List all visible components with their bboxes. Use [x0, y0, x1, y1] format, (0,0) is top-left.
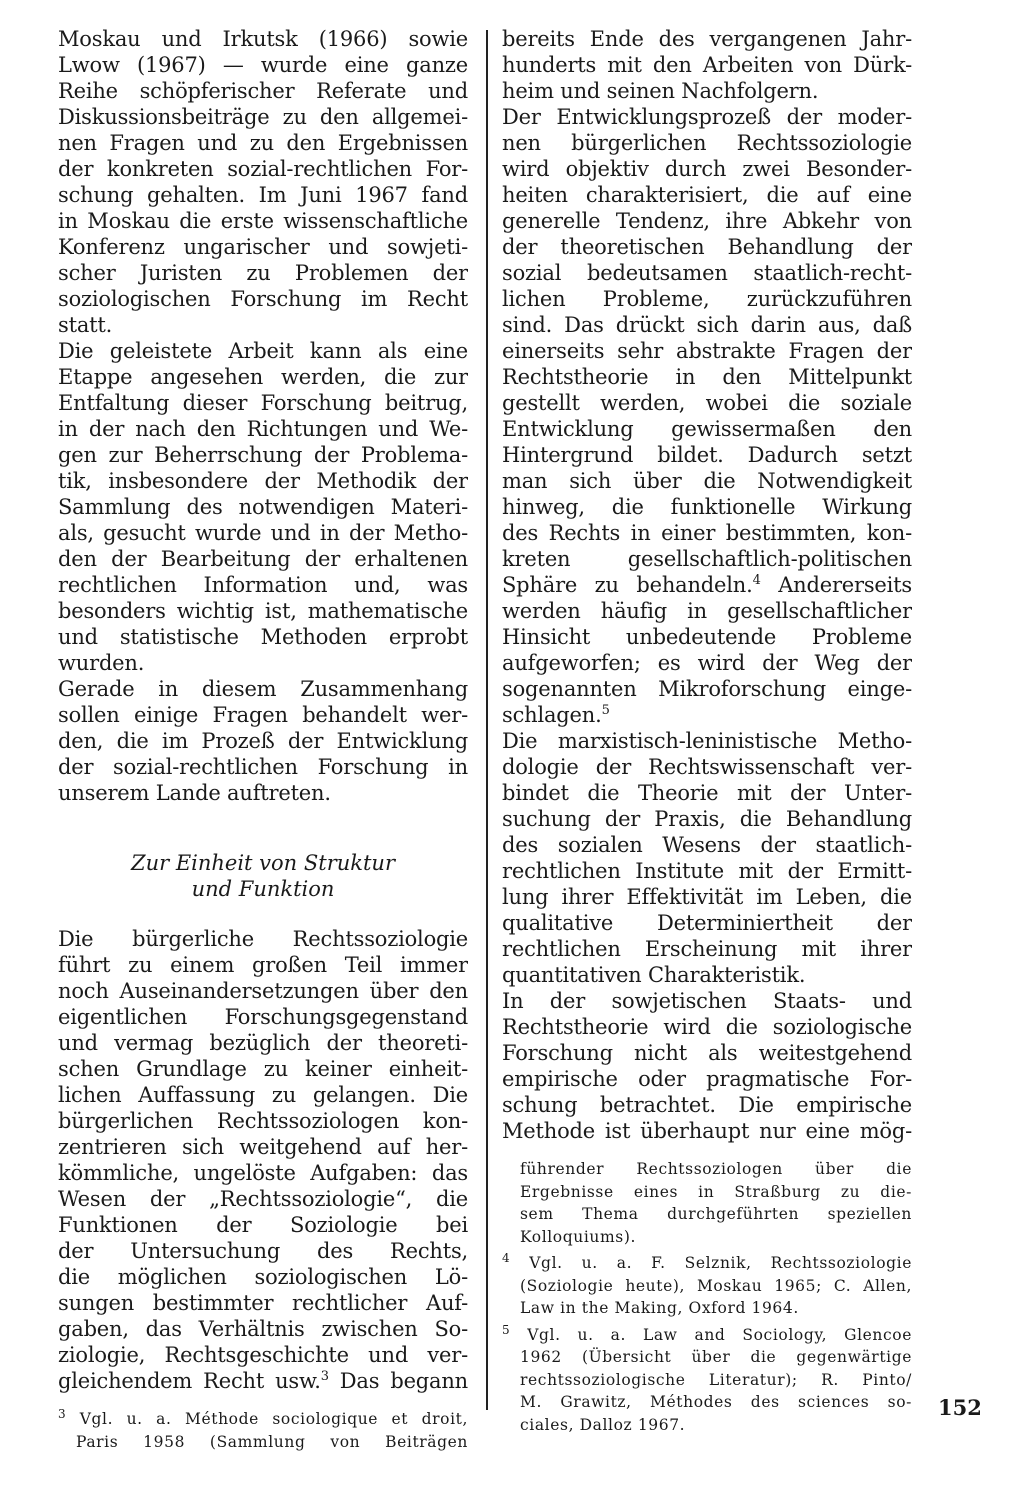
text-line: heiten charakterisiert, die auf eine [502, 183, 912, 207]
text-line: quantitativen Charakteristik. [502, 963, 806, 987]
text-fragment: Andererseits [760, 573, 912, 597]
text-line: in Moskau die erste wissenschaftliche [58, 209, 468, 233]
text-line: und vermag bezüglich der theoreti- [58, 1031, 468, 1055]
footnote-line [502, 1252, 912, 1275]
text-line: Die marxistisch-leninistische Metho- [502, 729, 912, 753]
text-line: scher Juristen zu Problemen der [58, 261, 468, 285]
footnote-ref-5[interactable]: 5 [601, 703, 610, 718]
text-line: Wesen der „Rechtssoziologie“, die [58, 1187, 468, 1211]
text-fragment: Vgl. u. a. Law and Sociology, Glencoe [510, 1325, 912, 1344]
text-line: ziologie, Rechtsgeschichte und ver- [58, 1343, 468, 1367]
footnote-4 [502, 1252, 912, 1320]
text-line: In der sowjetischen Staats- und [502, 989, 912, 1013]
text-line: hunderts mit den Arbeiten von Dürk- [502, 53, 912, 77]
text-line: die möglichen soziologischen Lö- [58, 1265, 468, 1289]
text-fragment: Vgl. u. a. Méthode sociologique et droit, [66, 1410, 468, 1428]
section-heading [58, 850, 468, 902]
text-line: führt zu einem großen Teil immer [58, 953, 468, 977]
text-line: unserem Lande auftreten. [58, 781, 331, 805]
text-line: dologie der Rechtswissenschaft ver- [502, 755, 912, 779]
page-number: 152 [938, 1395, 982, 1420]
text-line: Rechtstheorie in den Mittelpunkt [502, 365, 912, 389]
text-line: schung gehalten. Im Juni 1967 fand [58, 183, 468, 207]
footnote-line: Law in the Making, Oxford 1964. [520, 1299, 799, 1317]
text-line: schung betrachtet. Die empirische [502, 1093, 912, 1117]
text-line: der sozial-rechtlichen Forschung in [58, 755, 468, 779]
text-line: besonders wichtig ist, mathematische [58, 599, 468, 623]
text-line: soziologischen Forschung im Recht [58, 287, 468, 311]
footnote-line: ciales, Dalloz 1967. [520, 1415, 686, 1434]
footnote-3 [58, 1408, 468, 1453]
footnote-line: Kolloquiums). [520, 1227, 637, 1246]
text-line: gaben, das Verhältnis zwischen So- [58, 1317, 468, 1341]
text-line: kreten gesellschaftlich-politischen [502, 547, 912, 571]
text-line: heim und seinen Nachfolgern. [502, 79, 819, 103]
text-line: eigentlichen Forschungsgegenstand [58, 1005, 468, 1029]
text-line: Der Entwicklungsprozeß der moder- [502, 105, 912, 129]
footnote-ref-3[interactable]: 3 [320, 1369, 329, 1384]
text-line: tik, insbesondere der Methodik der [58, 469, 468, 493]
footnote-line: (Soziologie heute), Moskau 1965; C. Allen, [520, 1276, 912, 1295]
text-line: qualitative Determiniertheit der [502, 911, 912, 935]
heading-line: und Funktion [191, 877, 335, 901]
footnote-line: führender Rechtssoziologen über die [520, 1160, 912, 1178]
text-line: zentrieren sich weitgehend auf her- [58, 1135, 468, 1159]
text-line: kömmliche, ungelöste Aufgaben: das [58, 1161, 468, 1185]
text-line: empirische oder pragmatische For- [502, 1067, 912, 1091]
footnote-line: rechtssoziologische Literatur); R. Pinto/ [520, 1370, 912, 1389]
text-line: der konkreten sozial-rechtlichen For- [58, 157, 468, 181]
text-line: bürgerlichen Rechtssoziologen kon- [58, 1109, 468, 1133]
text-fragment: Sphäre zu behandeln. [502, 573, 753, 597]
text-line: werden häufig in gesellschaftlicher [502, 599, 912, 623]
footnote-number: 3 [58, 1408, 67, 1421]
text-line: sozial bedeutsamen staatlich-recht- [502, 261, 912, 285]
text-fragment: Vgl. u. a. F. Selznik, Rechtssoziologie [510, 1254, 912, 1272]
paragraph [502, 728, 912, 988]
text-line: Methode ist überhaupt nur eine mög- [502, 1119, 912, 1143]
text-line [502, 702, 912, 728]
paragraph [58, 338, 468, 676]
text-line: der Untersuchung des Rechts, [58, 1239, 468, 1263]
footnote-number: 5 [502, 1323, 511, 1337]
text-line: Etappe angesehen werden, die zur [58, 365, 468, 389]
text-line: lung ihrer Effektivität im Leben, die [502, 885, 912, 909]
text-line: sind. Das drückt sich darin aus, daß [502, 313, 912, 337]
text-line: sollen einige Fragen behandelt wer- [58, 703, 468, 727]
text-line: lichen Auffassung zu gelangen. Die [58, 1083, 468, 1107]
text-line: statt. [58, 313, 113, 337]
text-line: lichen Probleme, zurückzuführen [502, 287, 912, 311]
text-line: wurden. [58, 651, 145, 675]
text-line: Die bürgerliche Rechtssoziologie [58, 927, 468, 951]
footnote-line: 1962 (Übersicht über die gegenwärtige [520, 1348, 912, 1366]
text-line: hinweg, die funktionelle Wirkung [502, 495, 912, 519]
heading-line: Zur Einheit von Struktur [130, 851, 395, 875]
text-line: gen zur Beherrschung der Problema- [58, 443, 468, 467]
text-line: und statistische Methoden erprobt [58, 625, 468, 649]
text-line: einerseits sehr abstrakte Fragen der [502, 339, 912, 363]
paragraph [502, 104, 912, 728]
text-line: Reihe schöpferischer Referate und [58, 79, 468, 103]
text-line: Diskussionsbeiträge zu den allgemei- [58, 105, 468, 129]
text-line: den, die im Prozeß der Entwicklung [58, 729, 468, 753]
text-line: schen Grundlage zu keiner einheit- [58, 1057, 468, 1081]
column-divider [486, 30, 488, 1410]
text-line: Entfaltung dieser Forschung beitrug, [58, 391, 468, 415]
footnote-line: Paris 1958 (Sammlung von Beiträgen [76, 1432, 468, 1451]
text-line: Die geleistete Arbeit kann als eine [58, 339, 468, 363]
text-line: suchung der Praxis, die Behandlung [502, 807, 912, 831]
text-line: des sozialen Wesens der staatlich- [502, 833, 912, 857]
footnote-ref-4[interactable]: 4 [752, 573, 761, 588]
text-line: bindet die Theorie mit der Unter- [502, 781, 912, 805]
footnote-3-continued [502, 1158, 912, 1248]
text-line [58, 1368, 468, 1394]
text-line [502, 572, 912, 598]
footnote-5 [502, 1324, 912, 1437]
text-line: Entwicklung gewissermaßen den [502, 417, 912, 441]
text-line: Lwow (1967) — wurde eine ganze [58, 53, 468, 77]
text-line: des Rechts in einer bestimmten, kon- [502, 521, 912, 545]
text-fragment: schlagen. [502, 703, 602, 727]
footnote-number: 4 [502, 1252, 511, 1265]
text-fragment: Das begann [328, 1369, 468, 1393]
text-line: sogenannten Mikroforschung einge- [502, 677, 912, 701]
text-line: nen bürgerlichen Rechtssoziologie [502, 131, 912, 155]
text-line: der theoretischen Behandlung der [502, 235, 912, 259]
left-column [58, 26, 468, 1453]
text-line: Hinsicht unbedeutende Probleme [502, 625, 912, 649]
text-line: Sammlung des notwendigen Materi- [58, 495, 468, 519]
footnote-line [502, 1324, 912, 1347]
paragraph [58, 676, 468, 806]
text-line: man sich über die Notwendigkeit [502, 469, 912, 493]
text-line: rechtlichen Institute mit der Ermitt- [502, 859, 912, 883]
text-line: als, gesucht wurde und in der Metho- [58, 521, 468, 545]
text-line: nen Fragen und zu den Ergebnissen [58, 131, 468, 155]
text-line: Moskau und Irkutsk (1966) sowie [58, 27, 468, 51]
text-line: aufgeworfen; es wird der Weg der [502, 651, 912, 675]
footnote-line: sem Thema durchgeführten speziellen [520, 1205, 912, 1223]
text-line: gestellt werden, wobei die soziale [502, 391, 912, 415]
text-line: den der Bearbeitung der erhaltenen [58, 547, 468, 571]
text-line: Hintergrund bildet. Dadurch setzt [502, 443, 912, 467]
text-line: Forschung nicht als weitestgehend [502, 1041, 912, 1065]
text-line: Rechtstheorie wird die soziologische [502, 1015, 912, 1039]
paragraph [58, 26, 468, 338]
text-line: bereits Ende des vergangenen Jahr- [502, 27, 912, 51]
text-line: wird objektiv durch zwei Besonder- [502, 157, 912, 181]
footnote-line [58, 1408, 468, 1431]
text-fragment: gleichendem Recht usw. [58, 1369, 321, 1393]
text-line: Gerade in diesem Zusammenhang [58, 677, 468, 701]
text-line: in der nach den Richtungen und We- [58, 417, 468, 441]
footnotes [502, 1158, 912, 1436]
paragraph [502, 26, 912, 104]
right-column [502, 26, 912, 1440]
text-line: Konferenz ungarischer und sowjeti- [58, 235, 468, 259]
text-line: noch Auseinandersetzungen über den [58, 979, 468, 1003]
footnote-line: Ergebnisse eines in Straßburg zu die- [520, 1182, 912, 1201]
footnote-line: M. Grawitz, Méthodes des sciences so- [520, 1393, 912, 1411]
text-line: sungen bestimmter rechtlicher Auf- [58, 1291, 468, 1315]
text-line: rechtlichen Information und, was [58, 573, 468, 597]
text-line: generelle Tendenz, ihre Abkehr von [502, 209, 912, 233]
paragraph [58, 926, 468, 1394]
text-line: Funktionen der Soziologie bei [58, 1213, 468, 1237]
text-line: rechtlichen Erscheinung mit ihrer [502, 937, 912, 961]
paragraph [502, 988, 912, 1144]
